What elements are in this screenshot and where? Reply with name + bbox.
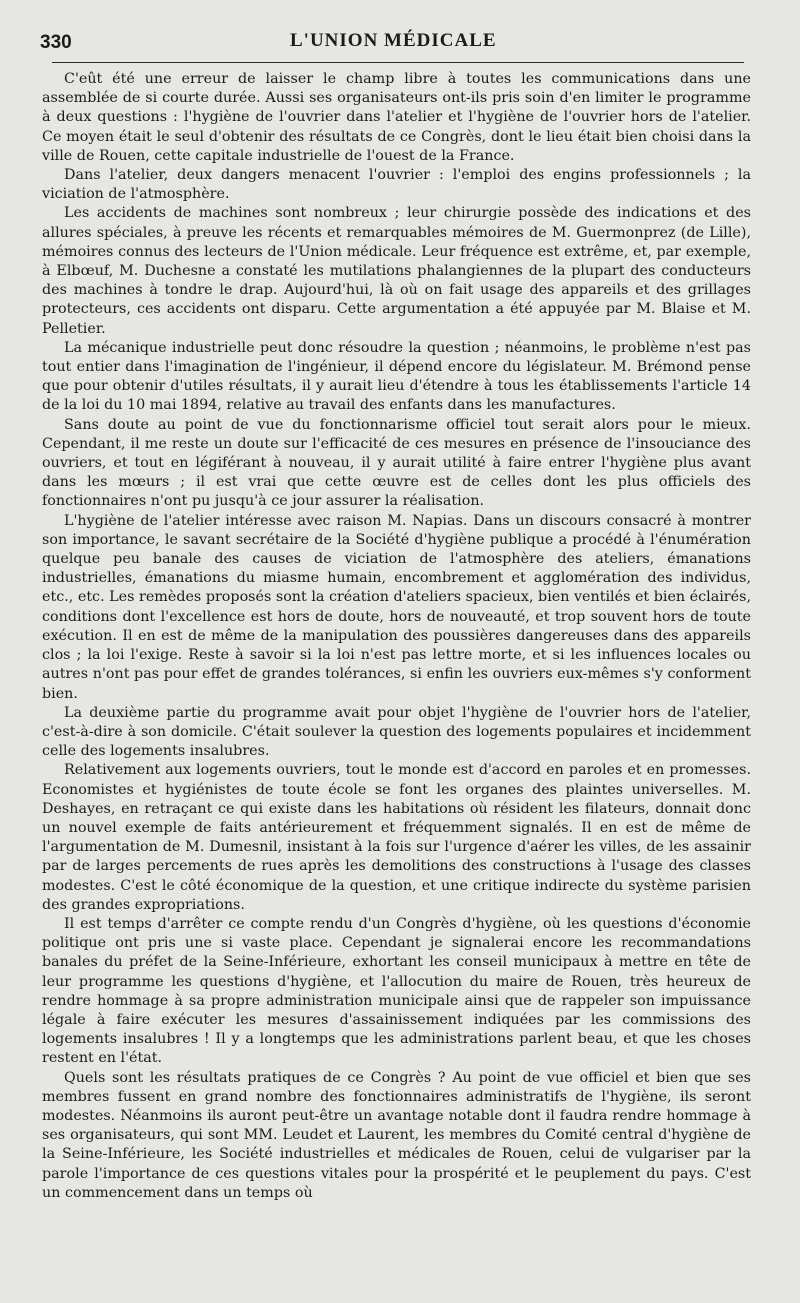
paragraph: Quels sont les résultats pratiques de ce Congrès ? Au point de vue officiel et bien que ses membres fussent en grand nombre des fonctionnaires administratifs de l'hygiène, ils seront modestes. Néanmoins ils auront peut-être un avantage notable dont il faudra rendre hommage à ses organisateurs, qui sont MM. Leudet et Laurent, les membres du Comité central d'hygiène de la Seine-Inférieure, les Société industrielles et médicales de Rouen, celui de vulgariser par la parole l'importance de ces questions vitales pour la prospérité et le peuplement du pays. C'est un commencement dans un temps où <box>42 1069 751 1201</box>
article-body <box>42 70 751 1203</box>
paragraph: Les accidents de machines sont nombreux ; leur chirurgie possède des indications et des allures spéciales, à preuve les récents et remarquables mémoires de M. Guermonprez (de Lille), mémoires connus des lecteurs de l'Union médicale. Leur fréquence est extrême, et, par exemple, à Elbœuf, M. Duchesne a constaté les mutilations phalangiennes de la plupart des conducteurs des machines à tondre le drap. Aujourd'hui, là où on fait usage des appareils et des grillages protecteurs, ces accidents ont disparu. Cette argumentation a été appuyée par M. Blaise et M. Pelletier. <box>42 205 751 337</box>
paragraph: Relativement aux logements ouvriers, tout le monde est d'accord en paroles et en promesses. Economistes et hygiénistes de toute école se font les organes des plaintes universelles. M. Deshayes, en retraçant ce qui existe dans les habitations où résident les filateurs, donnait donc un nouvel exemple de faits antérieurement et fréquemment signalés. Il en est de même de l'argumentation de M. Dumesnil, insistant à la fois sur l'urgence d'aérer les villes, de les assainir par de larges percements de rues après les demolitions des constructions à l'usage des classes modestes. C'est le côté économique de la question, et une critique indirecte du système parisien des grandes expropriations. <box>42 762 751 913</box>
paragraph: Il est temps d'arrêter ce compte rendu d'un Congrès d'hygiène, où les questions d'économie politique ont pris une si vaste place. Cependant je signalerai encore les recommandations banales du préfet de la Seine-Inférieure, exhortant les conseil municipaux à mettre en tête de leur programme les questions d'hygiène, et l'allocution du maire de Rouen, très heureux de rendre hommage à sa propre administration municipale ainsi que de rappeler son impuissance légale à faire exécuter les mesures d'assainissement indiquées par les commissions des logements insalubres ! Il y a longtemps que les administrations parlent beau, et que les choses restent en l'état. <box>42 915 751 1067</box>
page-number: 330 <box>40 32 72 53</box>
page-header <box>40 26 750 56</box>
header-rule <box>52 62 744 63</box>
paragraph: Sans doute au point de vue du fonctionnarisme officiel tout serait alors pour le mieux. Cependant, il me reste un doute sur l'efficacité de ces mesures en présence de l'insouciance des ouvriers, et tout en légiférant à nouveau, il y aurait utilité à faire entrer l'hygiène plus avant dans les mœurs ; il est vrai que cette œuvre est de celles dont les plus officiels des fonctionnaires n'ont pu jusqu'à ce jour assurer la réalisation. <box>42 416 751 510</box>
paragraph: La deuxième partie du programme avait pour objet l'hygiène de l'ouvrier hors de l'atelier, c'est-à-dire à son domicile. C'était soulever la question des logements populaires et incidemment celle des logements insalubres. <box>42 704 751 760</box>
paragraph: La mécanique industrielle peut donc résoudre la question ; néanmoins, le problème n'est pas tout entier dans l'imagination de l'ingénieur, il dépend encore du législateur. M. Brémond pense que pour obtenir d'utiles résultats, il y aurait lieu d'étendre à tous les établissements l'article 14 de la loi du 10 mai 1894, relative au travail des enfants dans les manufactures. <box>42 339 751 414</box>
paragraph: C'eût été une erreur de laisser le champ libre à toutes les communications dans une assemblée de si courte durée. Aussi ses organisateurs ont-ils pris soin d'en limiter le programme à deux questions : l'hygiène de l'ouvrier dans l'atelier et l'hygiène de l'ouvrier hors de l'atelier. Ce moyen était le seul d'obtenir des résultats de ce Congrès, dont le lieu était bien choisi dans la ville de Rouen, cette capitale industrielle de l'ouest de la France. <box>42 71 751 164</box>
running-title: L'UNION MÉDICALE <box>290 30 497 51</box>
paragraph: Dans l'atelier, deux dangers menacent l'ouvrier : l'emploi des engins professionnels ; la viciation de l'atmosphère. <box>42 167 751 203</box>
paragraph: L'hygiène de l'atelier intéresse avec raison M. Napias. Dans un discours consacré à montrer son importance, le savant secrétaire de la Société d'hygiène publique a procédé à l'énumération quelque peu banale des causes de viciation de l'atmosphère des ateliers, émanations industrielles, émanations du miasme humain, encombrement et agglomération des individus, etc., etc. Les remèdes proposés sont la création d'ateliers spacieux, bien ventilés et bien éclairés, conditions dont l'excellence est hors de doute, hors de nouveauté, et trop souvent hors de toute exécution. Il en est de même de la manipulation des poussières dangereuses dans des appareils clos ; la loi l'exige. Reste à savoir si la loi n'est pas lettre morte, et si les influences locales ou autres n'ont pas pour effet de grandes tolérances, si enfin les ouvriers eux-mêmes s'y conforment bien. <box>42 512 751 702</box>
